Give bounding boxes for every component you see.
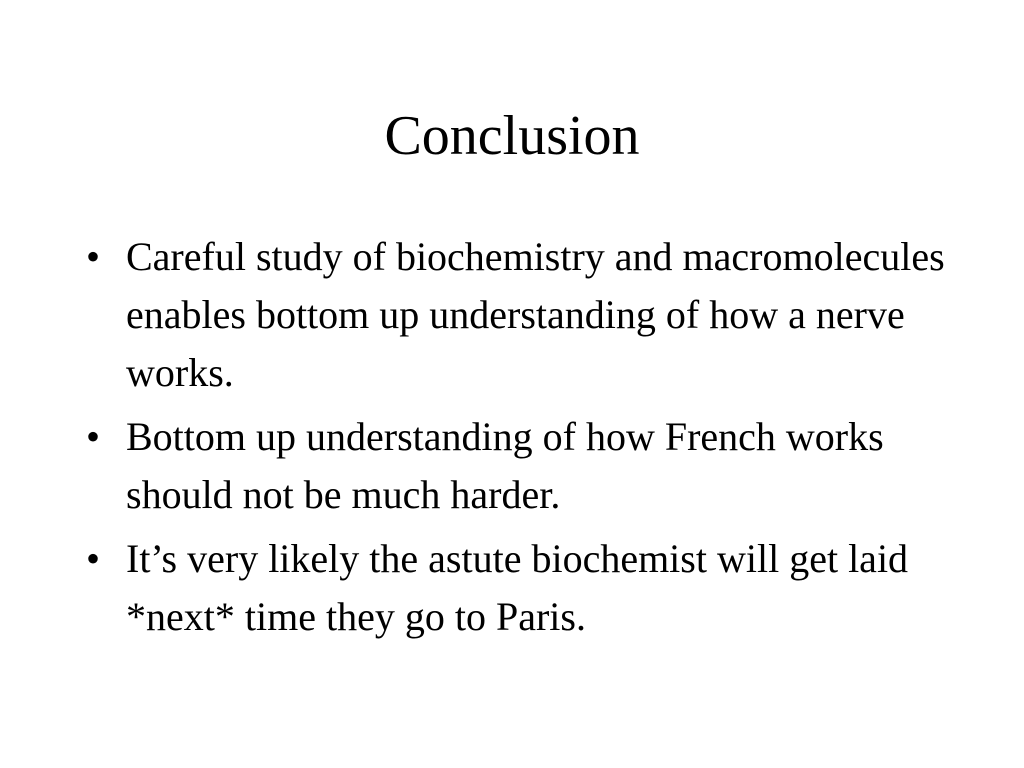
bullet-text: Careful study of biochemistry and macromolecules enables bottom up understanding of how a nerve works. — [126, 234, 945, 395]
bullet-icon: • — [86, 234, 101, 279]
bullet-list — [84, 228, 964, 652]
bullet-icon: • — [86, 536, 101, 581]
slide-title: Conclusion — [384, 105, 640, 167]
bullet-icon: • — [86, 414, 101, 459]
bullet-text: Bottom up understanding of how French works should not be much harder. — [126, 414, 884, 517]
bullet-item — [84, 228, 964, 402]
bullet-item — [84, 530, 964, 646]
bullet-item — [84, 408, 964, 524]
bullet-text: It’s very likely the astute biochemist will get laid *next* time they go to Paris. — [126, 536, 909, 639]
